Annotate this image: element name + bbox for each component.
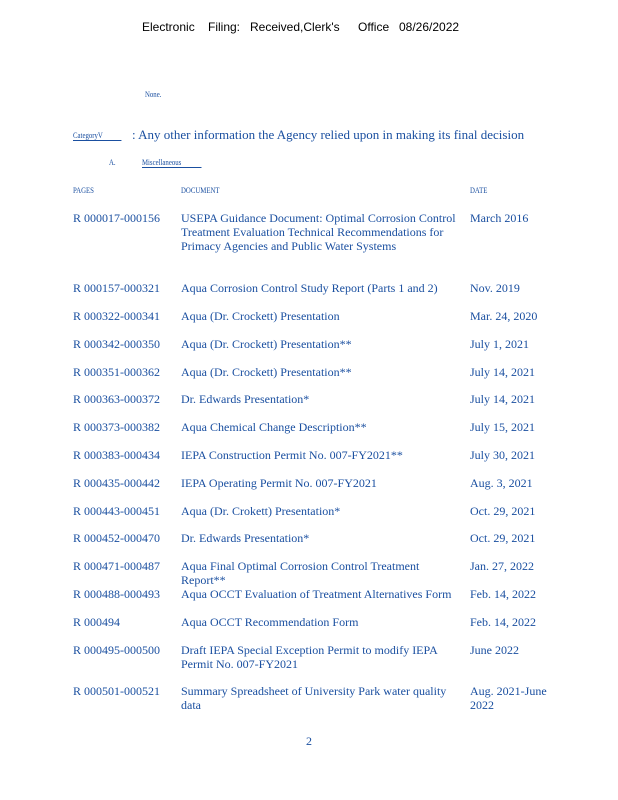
row-date: Feb. 14, 2022: [470, 587, 536, 601]
row-document: Aqua (Dr. Crockett) Presentation**: [181, 337, 352, 351]
row-document: USEPA Guidance Document: Optimal Corrosion Control Treatment Evaluation Technical Recommendations for Primacy Agencies and Public Water Systems: [181, 211, 456, 253]
row-date: July 30, 2021: [470, 448, 536, 462]
row-date: Nov. 2019: [470, 281, 520, 295]
row-document: Dr. Edwards Presentation*: [181, 392, 310, 406]
row-document: Summary Spreadsheet of University Park water quality data: [181, 684, 447, 712]
header-office: Office: [358, 20, 390, 34]
row-document: IEPA Construction Permit No. 007-FY2021**: [181, 448, 403, 462]
row-date: July 1, 2021: [470, 337, 530, 351]
row-document: Aqua (Dr. Crockett) Presentation: [181, 309, 340, 323]
row-pages: R 000157-000321: [73, 281, 160, 295]
row-pages: R 000452-000470: [73, 531, 160, 545]
section-title: Miscellaneous: [142, 158, 202, 168]
row-date: March 2016: [470, 211, 529, 225]
category-description: : Any other information the Agency relied upon in making its final decision: [132, 127, 525, 142]
row-pages: R 000373-000382: [73, 420, 160, 434]
row-pages: R 000495-000500: [73, 643, 160, 657]
header-date: 08/26/2022: [399, 20, 460, 34]
row-document: Aqua OCCT Evaluation of Treatment Alternatives Form: [181, 587, 452, 601]
category-label: CategoryV: [73, 131, 121, 141]
header-electronic: Electronic: [142, 20, 195, 34]
row-date: Feb. 14, 2022: [470, 615, 536, 629]
header-filing: Filing:: [208, 20, 241, 34]
row-date: Oct. 29, 2021: [470, 504, 536, 518]
none-label: None.: [145, 90, 162, 99]
row-document: Aqua Corrosion Control Study Report (Parts 1 and 2): [181, 281, 438, 295]
row-document: Aqua OCCT Recommendation Form: [181, 615, 359, 629]
row-date: July 15, 2021: [470, 420, 536, 434]
header-received: Received,Clerk's: [250, 20, 340, 34]
row-date: Mar. 24, 2020: [470, 309, 538, 323]
page-number: 2: [306, 734, 312, 748]
row-pages: R 000443-000451: [73, 504, 160, 518]
row-pages: R 000342-000350: [73, 337, 160, 351]
column-header-pages: PAGES: [73, 186, 94, 195]
row-pages: R 000501-000521: [73, 684, 160, 698]
row-pages: R 000322-000341: [73, 309, 160, 323]
row-document: Dr. Edwards Presentation*: [181, 531, 310, 545]
column-header-date: DATE: [470, 186, 488, 195]
row-pages: R 000363-000372: [73, 392, 160, 406]
row-date: June 2022: [470, 643, 519, 657]
row-date: Jan. 27, 2022: [470, 559, 534, 573]
row-date: Aug. 3, 2021: [470, 476, 533, 490]
row-date: July 14, 2021: [470, 392, 536, 406]
row-document: Aqua Chemical Change Description**: [181, 420, 367, 434]
row-document: IEPA Operating Permit No. 007-FY2021: [181, 476, 377, 490]
row-date: July 14, 2021: [470, 365, 536, 379]
row-pages: R 000383-000434: [73, 448, 160, 462]
row-date: Oct. 29, 2021: [470, 531, 536, 545]
column-header-document: DOCUMENT: [181, 186, 220, 195]
row-pages: R 000494: [73, 615, 121, 629]
section-letter: A.: [109, 158, 116, 167]
row-pages: R 000471-000487: [73, 559, 160, 573]
row-date: Aug. 2021-June 2022: [470, 684, 547, 712]
row-pages: R 000017-000156: [73, 211, 160, 225]
row-document: Draft IEPA Special Exception Permit to modify IEPA Permit No. 007-FY2021: [181, 643, 438, 671]
row-pages: R 000488-000493: [73, 587, 160, 601]
row-document: Aqua (Dr. Crockett) Presentation**: [181, 365, 352, 379]
row-pages: R 000351-000362: [73, 365, 160, 379]
row-document: Aqua Final Optimal Corrosion Control Treatment Report**: [181, 559, 420, 587]
row-pages: R 000435-000442: [73, 476, 160, 490]
row-document: Aqua (Dr. Crokett) Presentation*: [181, 504, 341, 518]
